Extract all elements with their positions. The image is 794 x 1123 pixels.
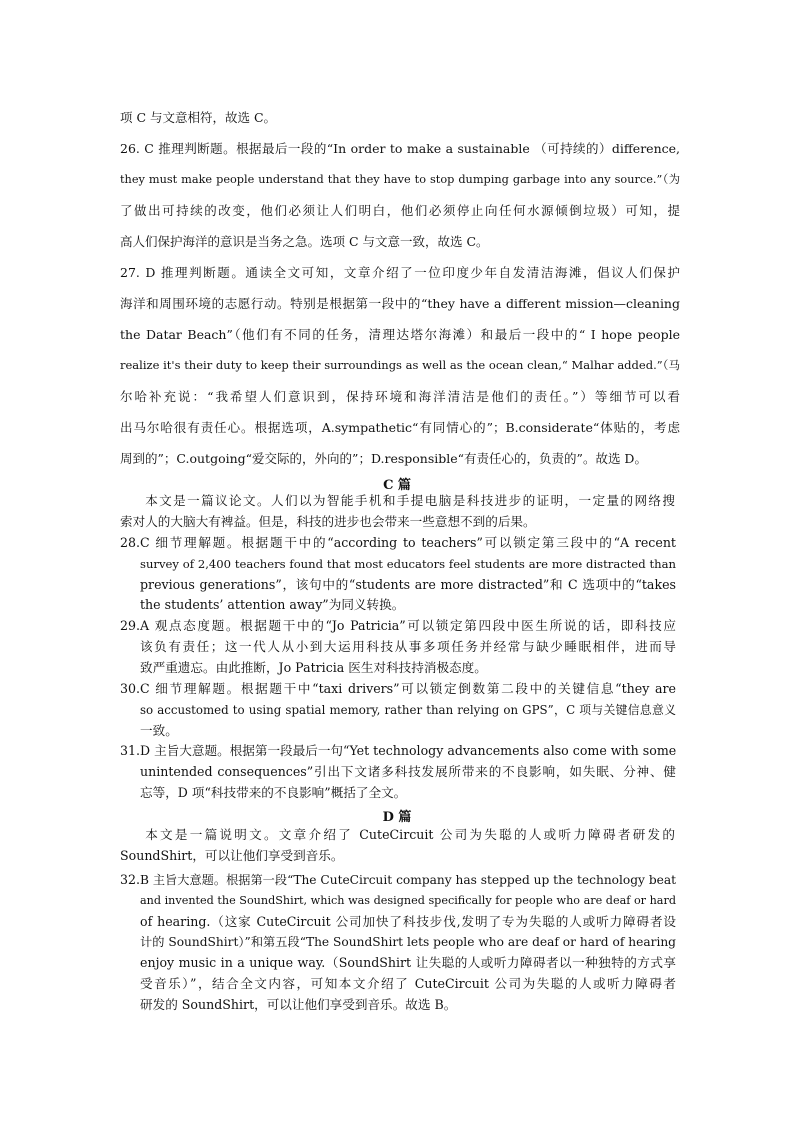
text-line: B 主旨大意题。根据第一段“The CuteCircuit company has stepped up the technology beat xyxy=(140,873,676,887)
text-line: 致严重遗忘。由此推断，Jo Patricia 医生对科技持消极态度。 xyxy=(140,659,487,675)
question-number: 28. xyxy=(120,535,141,550)
section-b-answers xyxy=(120,102,680,474)
question-32 xyxy=(120,870,676,1012)
text-line: enjoy music in a unique way.（SoundShirt 让失聪的人或听力障碍者以一种独特的方式享 xyxy=(140,955,676,971)
text-line: unintended consequences”引出下文诸多科技发展所带来的不良影响，如失眠、分神、健 xyxy=(140,763,676,779)
text-line: SoundShirt，可以让他们享受到音乐。 xyxy=(120,847,344,863)
question-number: 29. xyxy=(120,618,141,633)
text-line: A 观点态度题。根据题干中的“Jo Patricia”可以锁定第四段中医生所说的话，即科技应 xyxy=(140,618,676,633)
section-d-title: D 篇 xyxy=(382,810,412,825)
question-30 xyxy=(120,679,676,738)
question-31 xyxy=(120,741,677,800)
question-number: 31. xyxy=(120,743,141,758)
text-line: and invented the SoundShirt, which was designed specifically for people who are deaf or hard xyxy=(140,893,676,907)
question-28 xyxy=(120,533,676,613)
text-line: they must make people understand that they have to stop dumping garbage into any source.”（为 xyxy=(120,173,680,186)
section-c-intro xyxy=(120,491,675,533)
text-line: 周到的”；C.outgoing“爱交际的，外向的”；D.responsible“有责任心的，负责的”。故选 D。 xyxy=(120,451,647,466)
text-line: realize it's their duty to keep their surroundings as well as the ocean clean,“ Malhar added.”（马 xyxy=(120,358,680,372)
text-line: 一致。 xyxy=(140,722,178,738)
text-line: so accustomed to using spatial memory, rather than relying on GPS”，C 项与关键信息意义 xyxy=(140,702,676,717)
text-line: survey of 2,400 teachers found that most educators feel students are more distracted than xyxy=(140,556,676,571)
text-line: the students’ attention away”为同义转换。 xyxy=(140,597,405,613)
text-line: C 细节理解题。根据题干中“taxi drivers”可以锁定倒数第二段中的关键信息“they are xyxy=(140,681,676,696)
text-line: 本文是一篇议论文。人们以为智能手机和手提电脑是科技进步的证明，一定量的网络搜 xyxy=(145,493,675,508)
text-line: C 细节理解题。根据题干中的“according to teachers”可以锁定第三段中的“A recent xyxy=(140,535,676,550)
text-line: 研发的 SoundShirt，可以让他们享受到音乐。故选 B。 xyxy=(140,996,457,1012)
text-line: D 主旨大意题。根据第一段最后一句“Yet technology advancements also come with some xyxy=(140,743,677,758)
section-c-title: C 篇 xyxy=(383,478,411,493)
text-line: 了做出可持续的改变，他们必须让人们明白，他们必须停止向任何水源倾倒垃圾）可知，提 xyxy=(120,203,680,218)
question-number: 30. xyxy=(120,681,141,696)
question-29 xyxy=(120,616,676,675)
text-line: 本文是一篇说明文。文章介绍了 CuteCircuit 公司为失聪的人或听力障碍者研发的 xyxy=(145,827,675,842)
text-line: 26. C 推理判断题。根据最后一段的“In order to make a sustainable （可持续的）difference, xyxy=(120,141,680,156)
text-line: 受音乐）”，结合全文内容，可知本文介绍了 CuteCircuit 公司为失聪的人或听力障碍者 xyxy=(140,975,676,991)
text-line: 该负有责任；这一代人从小到大运用科技从事多项任务并经常与缺少睡眠相伴，进而导 xyxy=(140,638,676,654)
text-line: of hearing.（这家 CuteCircuit 公司加快了科技步伐,发明了专为失聪的人或听力障碍者设 xyxy=(140,913,676,929)
text-line: 索对人的大脑大有裨益。但是，科技的进步也会带来一些意想不到的后果。 xyxy=(120,513,536,529)
text-line: the Datar Beach”（他们有不同的任务，清理达塔尔海滩）和最后一段中的“ I hope people xyxy=(120,327,680,342)
text-line: 尔哈补充说：“我希望人们意识到，保持环境和海洋清洁是他们的责任。”）等细节可以看 xyxy=(120,389,680,404)
question-number: 32. xyxy=(120,872,141,887)
text-line: 高人们保护海洋的意识是当务之急。选项 C 与文意一致，故选 C。 xyxy=(120,234,489,249)
text-line: previous generations”，该句中的“students are more distracted”和 C 选项中的“takes xyxy=(140,576,676,592)
text-line: 27. D 推理判断题。通读全文可知，文章介绍了一位印度少年自发清洁海滩，倡议人们保护 xyxy=(120,265,680,280)
text-line: 项 C 与文意相符，故选 C。 xyxy=(120,110,277,125)
section-d-intro xyxy=(120,825,675,867)
text-line: 忘等，D 项“科技带来的不良影响”概括了全文。 xyxy=(140,784,407,800)
text-line: 海洋和周围环境的志愿行动。特别是根据第一段中的“they have a different mission—cleaning xyxy=(120,296,680,311)
text-line: 出马尔哈很有责任心。根据选项，A.sympathetic“有同情心的”；B.considerate“体贴的，考虑 xyxy=(120,420,680,435)
text-line: 计的 SoundShirt）”和第五段“The SoundShirt lets people who are deaf or hard of hearing xyxy=(140,935,676,950)
